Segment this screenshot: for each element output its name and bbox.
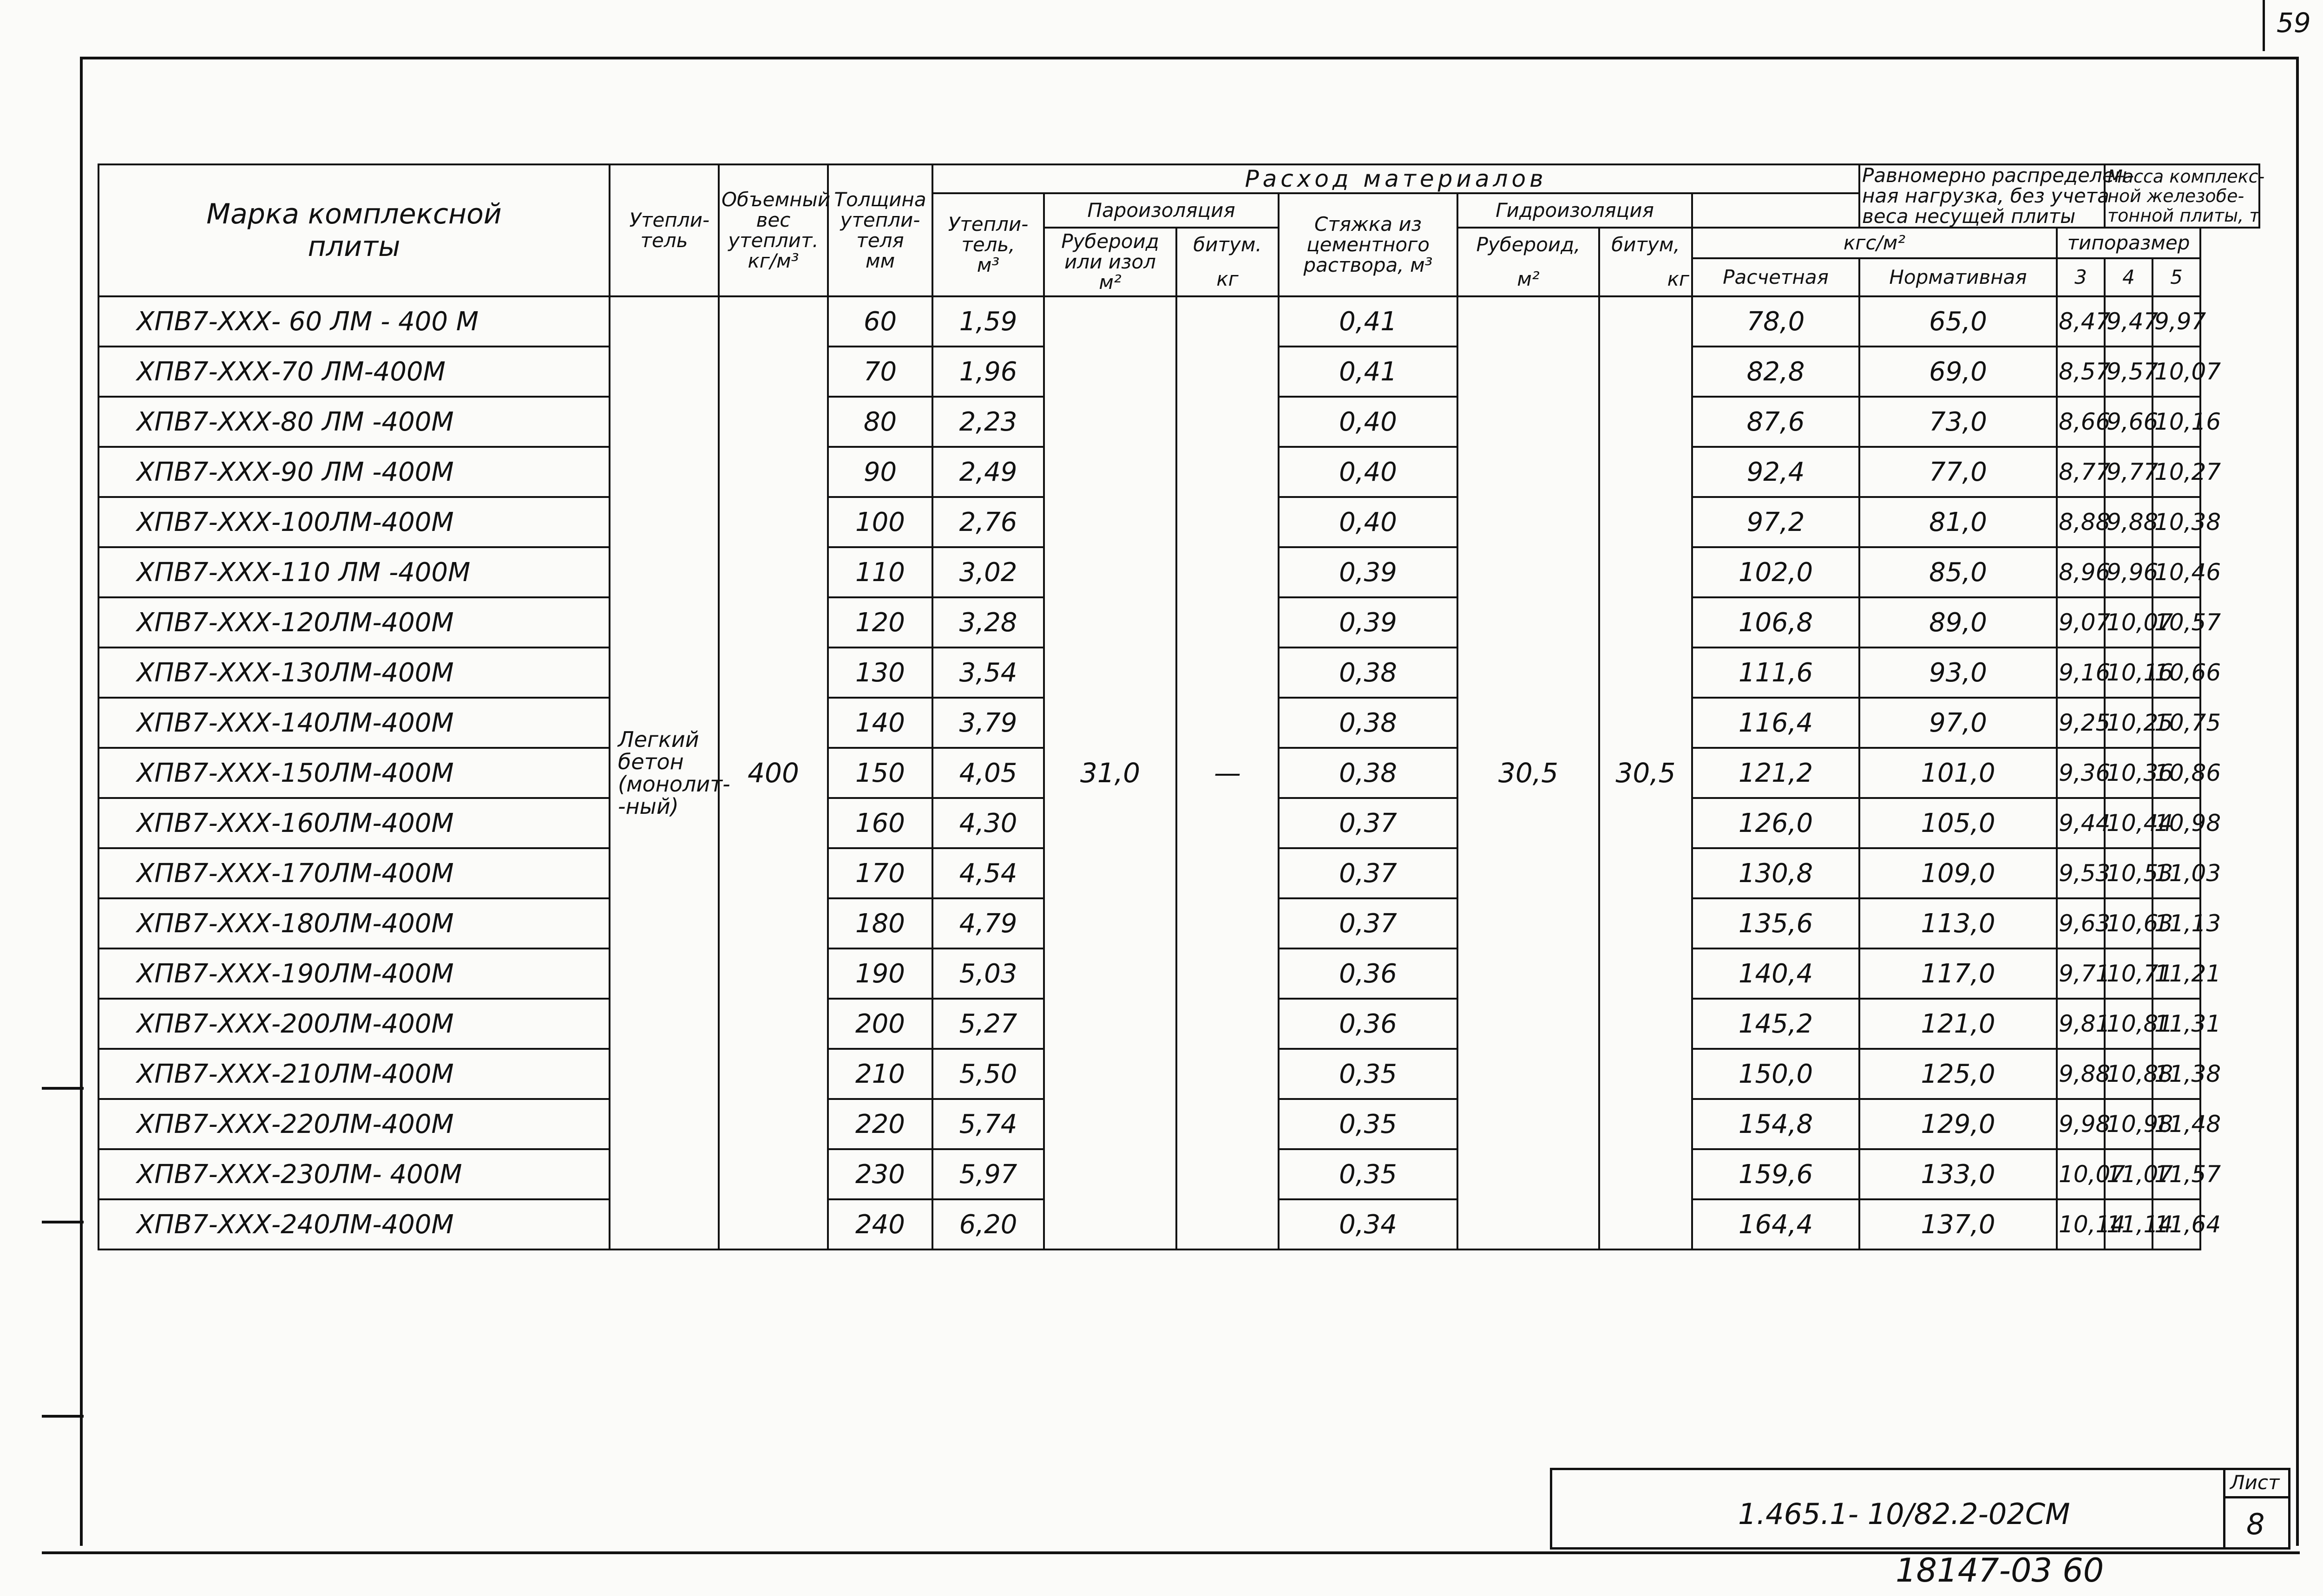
- cell-mass-3: 9,53: [2057, 848, 2105, 898]
- materials-table: [98, 164, 2265, 1250]
- cell-mass-3: 10,14: [2057, 1199, 2105, 1249]
- cell-thickness: 140: [828, 698, 932, 748]
- cell-mass-3: 8,77: [2057, 447, 2105, 497]
- cell-mass-3: 9,98: [2057, 1099, 2105, 1149]
- cell-mark: ХПВ7-ХХХ-220ЛМ-400М: [98, 1099, 610, 1149]
- header-vapor-bitumen: [1176, 228, 1279, 296]
- cell-screed: 0,35: [1279, 1149, 1457, 1199]
- cell-screed: 0,34: [1279, 1199, 1457, 1249]
- header-screed-line: Стяжка из: [1314, 213, 1422, 235]
- margin-tick: [42, 1415, 84, 1418]
- insulation-name-line: Легкий: [618, 727, 699, 752]
- cell-mass-4: 9,57: [2105, 347, 2152, 397]
- cell-load-design: 135,6: [1692, 898, 1859, 948]
- cell-mass-5: 10,27: [2152, 447, 2200, 497]
- header-vapor-bitumen-line: кг: [1216, 268, 1239, 290]
- corner-tick: [2263, 0, 2265, 51]
- cell-load-design: 92,4: [1692, 447, 1859, 497]
- cell-mark: ХПВ7-ХХХ- 60 ЛМ - 400 М: [98, 296, 610, 347]
- cell-load-design: 78,0: [1692, 296, 1859, 347]
- cell-thickness: 210: [828, 1049, 932, 1099]
- cell-screed: 0,40: [1279, 397, 1457, 447]
- header-load: [1859, 164, 2134, 228]
- cell-mass-5: 11,31: [2152, 999, 2200, 1049]
- header-mark: [98, 164, 610, 296]
- header-insul-volume-line: Утепли-: [948, 213, 1029, 235]
- cell-mass-4: 10,98: [2105, 1099, 2152, 1149]
- cell-mass-5: 10,75: [2152, 698, 2200, 748]
- cell-mark: ХПВ7-ХХХ-190ЛМ-400М: [98, 948, 610, 999]
- cell-load-normative: 89,0: [1859, 597, 2057, 648]
- cell-mass-3: 8,88: [2057, 497, 2105, 547]
- cell-mass-5: 11,38: [2152, 1049, 2200, 1099]
- cell-thickness: 150: [828, 748, 932, 798]
- header-waterproofing: Гидроизоляция: [1457, 193, 1692, 228]
- header-load-unit: кгс/м²: [1692, 228, 2057, 258]
- insulation-name-line: -ный): [618, 794, 679, 819]
- archive-number: 18147-03 60: [1896, 1551, 2104, 1589]
- cell-load-design: 121,2: [1692, 748, 1859, 798]
- cell-load-design: 154,8: [1692, 1099, 1859, 1149]
- header-insulation-text: Утепли- тель: [629, 209, 710, 252]
- header-unit-weight-line: утеплит.: [728, 229, 819, 252]
- cell-insulation-name: [610, 296, 730, 1249]
- header-water-roof-line: Рубероид,: [1476, 233, 1581, 256]
- corner-sheet-number: 59: [2277, 7, 2311, 39]
- header-water-bitumen: [1599, 228, 1692, 296]
- insulation-name-line: бетон: [618, 749, 684, 774]
- cell-mass-4: 9,88: [2105, 497, 2152, 547]
- header-vapor-roof: [1044, 228, 1176, 296]
- cell-mass-5: 10,07: [2152, 347, 2200, 397]
- cell-thickness: 240: [828, 1199, 932, 1249]
- header-vapor-bitumen-line: битум.: [1193, 233, 1262, 256]
- header-screed-line: раствора, м³: [1303, 254, 1433, 276]
- document-code: 1.465.1- 10/82.2-02СМ: [1738, 1497, 2070, 1531]
- header-thickness-line: утепли-: [840, 209, 920, 231]
- cell-load-design: 87,6: [1692, 397, 1859, 447]
- cell-mass-3: 8,57: [2057, 347, 2105, 397]
- header-screed: [1279, 193, 1457, 296]
- cell-mark: ХПВ7-ХХХ-180ЛМ-400М: [98, 898, 610, 948]
- cell-mass-5: 11,03: [2152, 848, 2200, 898]
- cell-mass-4: 10,88: [2105, 1049, 2152, 1099]
- cell-mass-5: 11,21: [2152, 948, 2200, 999]
- header-insul-volume: [932, 193, 1044, 296]
- cell-mass-4: 10,36: [2105, 748, 2152, 798]
- header-load-design: Расчетная: [1692, 258, 1859, 296]
- cell-mass-3: 10,07: [2057, 1149, 2105, 1199]
- cell-insulation-volume: 4,05: [932, 748, 1044, 798]
- cell-load-normative: 113,0: [1859, 898, 2057, 948]
- cell-screed: 0,41: [1279, 296, 1457, 347]
- cell-thickness: 220: [828, 1099, 932, 1149]
- cell-screed: 0,38: [1279, 748, 1457, 798]
- cell-mass-3: 9,81: [2057, 999, 2105, 1049]
- cell-load-normative: 101,0: [1859, 748, 2057, 798]
- header-water-roof: [1457, 228, 1599, 296]
- cell-load-normative: 69,0: [1859, 347, 2057, 397]
- header-thickness-line: мм: [865, 249, 895, 272]
- cell-mass-5: 10,86: [2152, 748, 2200, 798]
- cell-mass-4: 10,71: [2105, 948, 2152, 999]
- insulation-name-line: (монолит-: [618, 772, 730, 797]
- cell-screed: 0,39: [1279, 597, 1457, 648]
- cell-thickness: 200: [828, 999, 932, 1049]
- header-vapor-barrier: Пароизоляция: [1044, 193, 1279, 228]
- cell-mass-4: 10,44: [2105, 798, 2152, 848]
- cell-load-design: 140,4: [1692, 948, 1859, 999]
- cell-load-design: 164,4: [1692, 1199, 1859, 1249]
- cell-load-normative: 121,0: [1859, 999, 2057, 1049]
- header-load-normative: Нормативная: [1859, 258, 2057, 296]
- title-block: [1550, 1468, 2290, 1550]
- cell-mark: ХПВ7-ХХХ-110 ЛМ -400М: [98, 547, 610, 597]
- cell-insulation-volume: 5,27: [932, 999, 1044, 1049]
- cell-screed: 0,35: [1279, 1099, 1457, 1149]
- header-type-size-3: 3: [2057, 258, 2105, 296]
- header-type-size-5: 5: [2152, 258, 2200, 296]
- header-unit-weight-line: кг/м³: [748, 249, 799, 272]
- cell-thickness: 90: [828, 447, 932, 497]
- header-load-line: Равномерно распределен-: [1862, 164, 2134, 187]
- cell-mass-3: 8,66: [2057, 397, 2105, 447]
- cell-insulation-volume: 2,49: [932, 447, 1044, 497]
- cell-mass-4: 9,77: [2105, 447, 2152, 497]
- margin-tick: [42, 1087, 84, 1090]
- cell-mass-4: 10,16: [2105, 648, 2152, 698]
- cell-screed: 0,40: [1279, 447, 1457, 497]
- cell-thickness: 110: [828, 547, 932, 597]
- cell-mark: ХПВ7-ХХХ-140ЛМ-400М: [98, 698, 610, 748]
- cell-load-normative: 117,0: [1859, 948, 2057, 999]
- cell-mass-5: 11,64: [2152, 1199, 2200, 1249]
- cell-load-design: 130,8: [1692, 848, 1859, 898]
- cell-thickness: 120: [828, 597, 932, 648]
- cell-load-normative: 109,0: [1859, 848, 2057, 898]
- cell-load-design: 102,0: [1692, 547, 1859, 597]
- cell-mass-5: 11,48: [2152, 1099, 2200, 1149]
- header-load-line: ная нагрузка, без учета: [1862, 184, 2109, 207]
- cell-load-design: 116,4: [1692, 698, 1859, 748]
- cell-load-design: 159,6: [1692, 1149, 1859, 1199]
- cell-load-normative: 137,0: [1859, 1199, 2057, 1249]
- cell-mass-4: 10,07: [2105, 597, 2152, 648]
- header-mass-line: Масса комплекс-: [2107, 166, 2265, 187]
- cell-mark: ХПВ7-ХХХ-80 ЛМ -400М: [98, 397, 610, 447]
- header-insul-volume-line: м³: [977, 254, 1000, 276]
- cell-insulation-volume: 3,02: [932, 547, 1044, 597]
- header-vapor-roof-line: Рубероид: [1061, 230, 1159, 253]
- cell-load-design: 145,2: [1692, 999, 1859, 1049]
- cell-mass-5: 10,46: [2152, 547, 2200, 597]
- cell-mass-4: 9,96: [2105, 547, 2152, 597]
- cell-load-normative: 77,0: [1859, 447, 2057, 497]
- header-unit-weight-line: Объемный: [722, 188, 831, 211]
- cell-mark: ХПВ7-ХХХ-100ЛМ-400М: [98, 497, 610, 547]
- cell-mass-5: 10,66: [2152, 648, 2200, 698]
- cell-mass-3: 8,96: [2057, 547, 2105, 597]
- header-vapor-roof-line: м²: [1099, 271, 1122, 294]
- cell-mass-4: 10,81: [2105, 999, 2152, 1049]
- header-thickness: [828, 164, 932, 296]
- cell-insulation-volume: 3,79: [932, 698, 1044, 748]
- cell-thickness: 80: [828, 397, 932, 447]
- header-water-bitumen-line: кг: [1667, 268, 1689, 290]
- cell-mark: ХПВ7-ХХХ-120ЛМ-400М: [98, 597, 610, 648]
- header-mark-text: Марка комплексной плиты: [206, 198, 502, 263]
- table-row: [98, 296, 2259, 347]
- cell-mark: ХПВ7-ХХХ-200ЛМ-400М: [98, 999, 610, 1049]
- header-thickness-line: Толщина: [834, 188, 926, 211]
- cell-thickness: 230: [828, 1149, 932, 1199]
- cell-load-normative: 81,0: [1859, 497, 2057, 547]
- cell-unit-weight: 400: [719, 296, 828, 1249]
- header-water-bitumen-line: битум,: [1611, 233, 1680, 256]
- cell-mass-3: 9,44: [2057, 798, 2105, 848]
- cell-load-normative: 125,0: [1859, 1049, 2057, 1099]
- cell-load-normative: 85,0: [1859, 547, 2057, 597]
- cell-screed: 0,36: [1279, 999, 1457, 1049]
- cell-mark: ХПВ7-ХХХ-240ЛМ-400М: [98, 1199, 610, 1249]
- cell-screed: 0,41: [1279, 347, 1457, 397]
- header-type-size-4: 4: [2105, 258, 2152, 296]
- cell-load-design: 106,8: [1692, 597, 1859, 648]
- cell-insulation-volume: 5,74: [932, 1099, 1044, 1149]
- cell-insulation-volume: 5,50: [932, 1049, 1044, 1099]
- header-unit-weight-line: вес: [756, 209, 791, 231]
- header-mass-line: тонной плиты, т: [2107, 205, 2260, 226]
- cell-screed: 0,38: [1279, 648, 1457, 698]
- cell-insulation-volume: 4,30: [932, 798, 1044, 848]
- header-mass: [2105, 164, 2265, 228]
- cell-insulation-volume: 3,28: [932, 597, 1044, 648]
- cell-screed: 0,35: [1279, 1049, 1457, 1099]
- cell-vapor-roof: 31,0: [1044, 296, 1176, 1249]
- cell-insulation-volume: 5,97: [932, 1149, 1044, 1199]
- header-insulation: [610, 164, 719, 296]
- cell-screed: 0,37: [1279, 848, 1457, 898]
- cell-mass-5: 11,13: [2152, 898, 2200, 948]
- header-water-roof-line: м²: [1517, 268, 1540, 290]
- cell-mass-3: 9,36: [2057, 748, 2105, 798]
- cell-vapor-bitumen: —: [1176, 296, 1279, 1249]
- cell-mark: ХПВ7-ХХХ-150ЛМ-400М: [98, 748, 610, 798]
- table-header: [98, 164, 2265, 296]
- cell-mass-5: 10,57: [2152, 597, 2200, 648]
- cell-load-normative: 129,0: [1859, 1099, 2057, 1149]
- cell-mass-5: 9,97: [2152, 296, 2200, 347]
- cell-mass-5: 10,16: [2152, 397, 2200, 447]
- cell-screed: 0,40: [1279, 497, 1457, 547]
- cell-mass-5: 10,98: [2152, 798, 2200, 848]
- margin-tick: [42, 1221, 84, 1223]
- cell-mass-4: 11,14: [2105, 1199, 2152, 1249]
- cell-load-normative: 97,0: [1859, 698, 2057, 748]
- cell-thickness: 70: [828, 347, 932, 397]
- cell-mark: ХПВ7-ХХХ-70 ЛМ-400М: [98, 347, 610, 397]
- cell-load-normative: 65,0: [1859, 296, 2057, 347]
- cell-mass-4: 10,53: [2105, 848, 2152, 898]
- cell-load-design: 150,0: [1692, 1049, 1859, 1099]
- cell-mass-3: 9,63: [2057, 898, 2105, 948]
- table-body: [98, 296, 2259, 1249]
- cell-mark: ХПВ7-ХХХ-230ЛМ- 400М: [98, 1149, 610, 1199]
- header-screed-line: цементного: [1306, 233, 1430, 256]
- sheet-label-rule: [2225, 1496, 2288, 1498]
- sheet-label: Лист: [2230, 1471, 2280, 1494]
- cell-load-design: 126,0: [1692, 798, 1859, 848]
- cell-screed: 0,39: [1279, 547, 1457, 597]
- cell-mark: ХПВ7-ХХХ-170ЛМ-400М: [98, 848, 610, 898]
- cell-thickness: 160: [828, 798, 932, 848]
- cell-mass-4: 10,63: [2105, 898, 2152, 948]
- cell-thickness: 100: [828, 497, 932, 547]
- sheet-number: 8: [2246, 1507, 2265, 1541]
- cell-load-design: 111,6: [1692, 648, 1859, 698]
- cell-insulation-volume: 5,03: [932, 948, 1044, 999]
- cell-mark: ХПВ7-ХХХ-90 ЛМ -400М: [98, 447, 610, 497]
- cell-thickness: 190: [828, 948, 932, 999]
- cell-load-design: 97,2: [1692, 497, 1859, 547]
- cell-thickness: 180: [828, 898, 932, 948]
- cell-mass-3: 9,25: [2057, 698, 2105, 748]
- cell-insulation-volume: 2,23: [932, 397, 1044, 447]
- header-thickness-line: теля: [856, 229, 904, 252]
- cell-load-normative: 93,0: [1859, 648, 2057, 698]
- cell-mass-3: 9,16: [2057, 648, 2105, 698]
- cell-mass-4: 9,66: [2105, 397, 2152, 447]
- cell-mass-3: 9,71: [2057, 948, 2105, 999]
- cell-mass-3: 9,07: [2057, 597, 2105, 648]
- cell-load-normative: 105,0: [1859, 798, 2057, 848]
- cell-screed: 0,36: [1279, 948, 1457, 999]
- cell-insulation-volume: 2,76: [932, 497, 1044, 547]
- cell-water-roof: 30,5: [1457, 296, 1599, 1249]
- header-consumption: Расход материалов: [932, 164, 1859, 193]
- cell-insulation-volume: 1,96: [932, 347, 1044, 397]
- cell-thickness: 60: [828, 296, 932, 347]
- header-insul-volume-line: тель,: [961, 233, 1015, 256]
- header-load-line: веса несущей плиты: [1862, 205, 2076, 228]
- cell-insulation-volume: 4,54: [932, 848, 1044, 898]
- cell-screed: 0,37: [1279, 798, 1457, 848]
- cell-thickness: 130: [828, 648, 932, 698]
- cell-water-bitumen: 30,5: [1599, 296, 1692, 1249]
- header-type-size: типоразмер: [2057, 228, 2200, 258]
- header-vapor-roof-line: или изол: [1064, 250, 1156, 273]
- cell-mass-5: 10,38: [2152, 497, 2200, 547]
- cell-mass-4: 11,07: [2105, 1149, 2152, 1199]
- cell-load-design: 82,8: [1692, 347, 1859, 397]
- cell-insulation-volume: 3,54: [932, 648, 1044, 698]
- cell-screed: 0,37: [1279, 898, 1457, 948]
- header-unit-weight: [719, 164, 831, 296]
- cell-load-normative: 133,0: [1859, 1149, 2057, 1199]
- header-mass-line: ной железобе-: [2107, 186, 2244, 206]
- cell-mark: ХПВ7-ХХХ-130ЛМ-400М: [98, 648, 610, 698]
- cell-mark: ХПВ7-ХХХ-160ЛМ-400М: [98, 798, 610, 848]
- cell-thickness: 170: [828, 848, 932, 898]
- sheet-cell: [2223, 1468, 2290, 1550]
- cell-screed: 0,38: [1279, 698, 1457, 748]
- cell-load-normative: 73,0: [1859, 397, 2057, 447]
- cell-mass-4: 10,25: [2105, 698, 2152, 748]
- cell-mass-5: 11,57: [2152, 1149, 2200, 1199]
- cell-mass-3: 9,88: [2057, 1049, 2105, 1099]
- cell-mass-4: 9,47: [2105, 296, 2152, 347]
- cell-insulation-volume: 6,20: [932, 1199, 1044, 1249]
- cell-insulation-volume: 4,79: [932, 898, 1044, 948]
- cell-mark: ХПВ7-ХХХ-210ЛМ-400М: [98, 1049, 610, 1099]
- cell-insulation-volume: 1,59: [932, 296, 1044, 347]
- cell-mass-3: 8,47: [2057, 296, 2105, 347]
